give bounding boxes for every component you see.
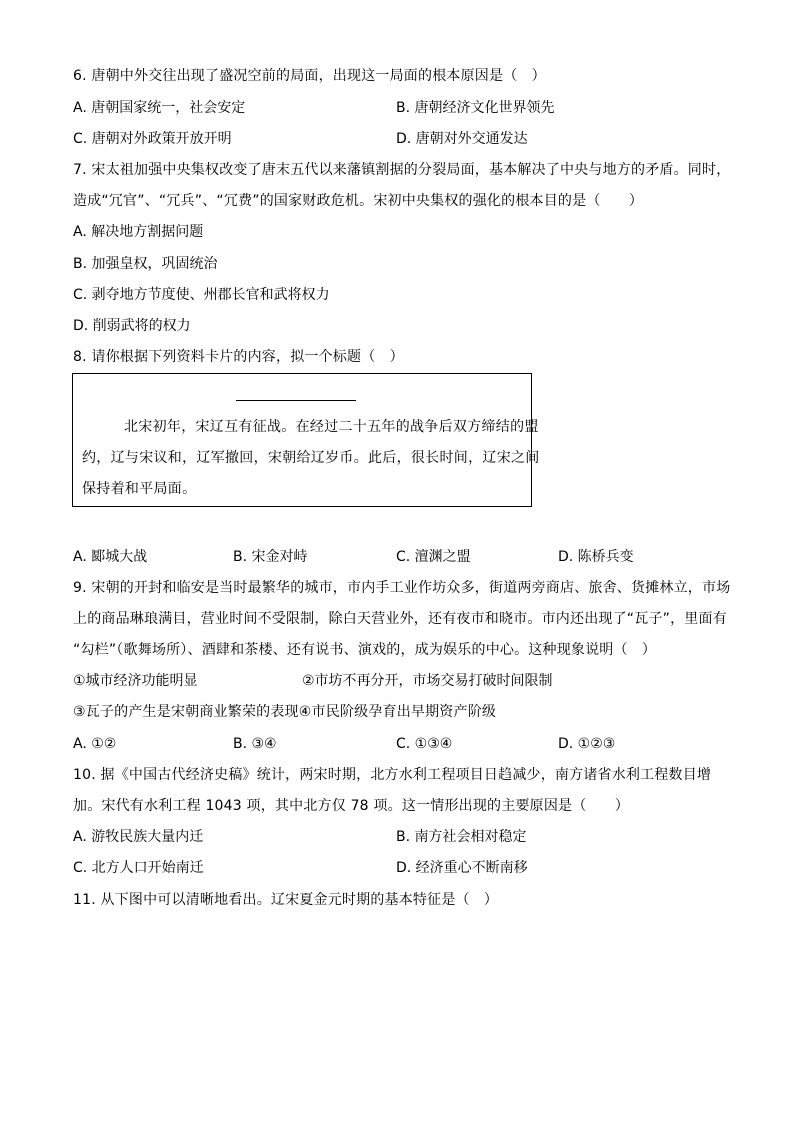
q9-stem-line3: “勾栏”（歌舞场所）、酒肆和茶楼、还有说书、演戏的，成为娱乐的中心。这种现象说明（ ）	[73, 642, 657, 658]
q7-option-c: C. 剥夺地方节度使、州郡长官和武将权力	[73, 287, 330, 303]
q8-option-a: A. 郾城大战	[73, 549, 148, 565]
card-text-line2: 约，辽与宋议和，辽军撤回，宋朝给辽岁币。此后，很长时间，辽宋之间	[82, 450, 540, 466]
q7-stem-line2: 造成“冗官”、“冗兵”、“冗费”的国家财政危机。宋初中央集权的强化的根本目的是（ ）	[73, 193, 644, 209]
q10-stem-line2: 加。宋代有水利工程 1043 项，其中北方仅 78 项。这一情形出现的主要原因是（ ）	[73, 798, 630, 814]
q10-stem-line1: 10. 据《中国古代经济史稿》统计，两宋时期，北方水利工程项目日趋减少，南方诸省水利工程数目增	[73, 767, 712, 783]
card-text-line3: 保持着和平局面。	[82, 481, 197, 497]
q6-stem: 6. 唐朝中外交往出现了盛况空前的局面，出现这一局面的根本原因是（ ）	[73, 68, 546, 84]
title-blank-line	[236, 400, 356, 401]
q9-option-a: A. ①②	[73, 736, 117, 752]
q6-option-b: B. 唐朝经济文化世界领先	[396, 100, 555, 116]
q6-option-a: A. 唐朝国家统一，社会安定	[73, 100, 246, 116]
q7-option-d: D. 削弱武将的权力	[73, 318, 191, 334]
q9-option-c: C. ①③④	[396, 736, 453, 752]
q7-stem-line1: 7. 宋太祖加强中央集权改变了唐末五代以来藩镇割据的分裂局面，基本解决了中央与地方的矛盾。同时，	[73, 162, 731, 178]
card-text-line1: 北宋初年，宋辽互有征战。在经过二十五年的战争后双方缔结的盟	[124, 419, 539, 435]
q8-option-c: C. 澶渊之盟	[396, 549, 471, 565]
q7-option-a: A. 解决地方割据问题	[73, 224, 204, 240]
material-card	[72, 373, 540, 507]
q8-stem: 8. 请你根据下列资料卡片的内容，拟一个标题（ ）	[73, 349, 404, 365]
q9-stem-line2: 上的商品琳琅满目，营业时间不受限制，除白天营业外，还有夜市和晓市。市内还出现了“瓦子”，里面有	[73, 611, 727, 627]
q6-option-d: D. 唐朝对外交通发达	[396, 131, 528, 147]
q9-option-d: D. ①②③	[558, 736, 616, 752]
q9-stem-line1: 9. 宋朝的开封和临安是当时最繁华的城市，市内手工业作坊众多，街道两旁商店、旅舍、货摊林立，市场	[73, 580, 731, 596]
q7-option-b: B. 加强皇权，巩固统治	[73, 256, 218, 272]
q8-option-b: B. 宋金对峙	[233, 549, 308, 565]
q11-stem: 11. 从下图中可以清晰地看出。辽宋夏金元时期的基本特征是（ ）	[73, 892, 499, 908]
q9-statement-1: ①城市经济功能明显	[73, 673, 198, 689]
q10-option-c: C. 北方人口开始南迁	[73, 860, 204, 876]
q9-statement-2: ②市坊不再分开，市场交易打破时间限制	[302, 673, 553, 689]
q9-statement-3: ③瓦子的产生是宋朝商业繁荣的表现④市民阶级孕育出早期资产阶级	[73, 704, 497, 720]
q8-option-d: D. 陈桥兵变	[558, 549, 634, 565]
q10-option-a: A. 游牧民族大量内迁	[73, 829, 204, 845]
q9-option-b: B. ③④	[233, 736, 277, 752]
q10-option-d: D. 经济重心不断南移	[396, 860, 528, 876]
q6-option-c: C. 唐朝对外政策开放开明	[73, 131, 232, 147]
q10-option-b: B. 南方社会相对稳定	[396, 829, 527, 845]
